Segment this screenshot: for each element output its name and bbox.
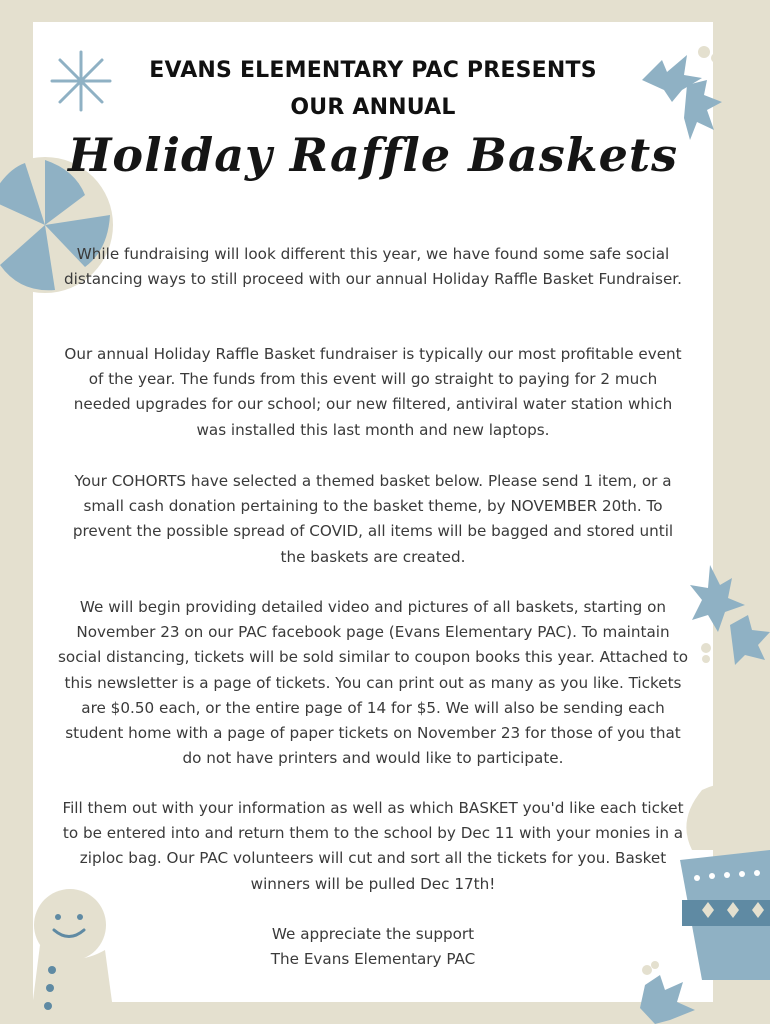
- closing-line-1: We appreciate the support: [271, 925, 475, 943]
- closing-line-2: The Evans Elementary PAC: [270, 950, 476, 969]
- header-line-1: EVANS ELEMENTARY PAC PRESENTS: [149, 58, 597, 83]
- page-title: Holiday Raffle Baskets: [67, 128, 679, 182]
- closing: [58, 922, 688, 972]
- paragraph-intro: While fundraising will look different this year, we have found some safe social distancing ways to still proceed with our annual Holiday Raffle Basket Fundraiser.: [64, 245, 682, 289]
- paragraph-cohorts: Your COHORTS have selected a themed basket below. Please send 1 item, or a small cash donation pertaining to the basket theme, by NOVEMBER 20th. To prevent the possible spread of COVID, all items will be bagged and stored until the baskets are created.: [72, 472, 674, 566]
- paragraph-tickets: We will begin providing detailed video and pictures of all baskets, starting on November 23 on our PAC facebook page (Evans Elementary PAC). To maintain social distancing, tickets will be sold similar to coupon books this year. Attached to this newsletter is a page of tickets. You can print out as many as you like. Tickets are $0.50 each, or the entire page of 14 for $5. We will also be sending each student home with a page of paper tickets on November 23 for those of you that do not have printers and would like to participate.: [58, 598, 688, 768]
- paragraph-instructions: Fill them out with your information as well as which BASKET you'd like each ticket to be entered into and return them to the school by Dec 11 with your monies in a ziploc bag. Our PAC volunteers will cut and sort all the tickets for you. Basket winners will be pulled Dec 17th!: [62, 799, 684, 893]
- paragraph-fundraiser: Our annual Holiday Raffle Basket fundraiser is typically our most profitable event of the year. The funds from this event will go straight to paying for 2 much needed upgrades for our school; our new filtered, antiviral water station which was installed this last month and new laptops.: [64, 345, 682, 439]
- header-line-2: OUR ANNUAL: [290, 95, 456, 120]
- holly-leaves-icon: [690, 560, 770, 670]
